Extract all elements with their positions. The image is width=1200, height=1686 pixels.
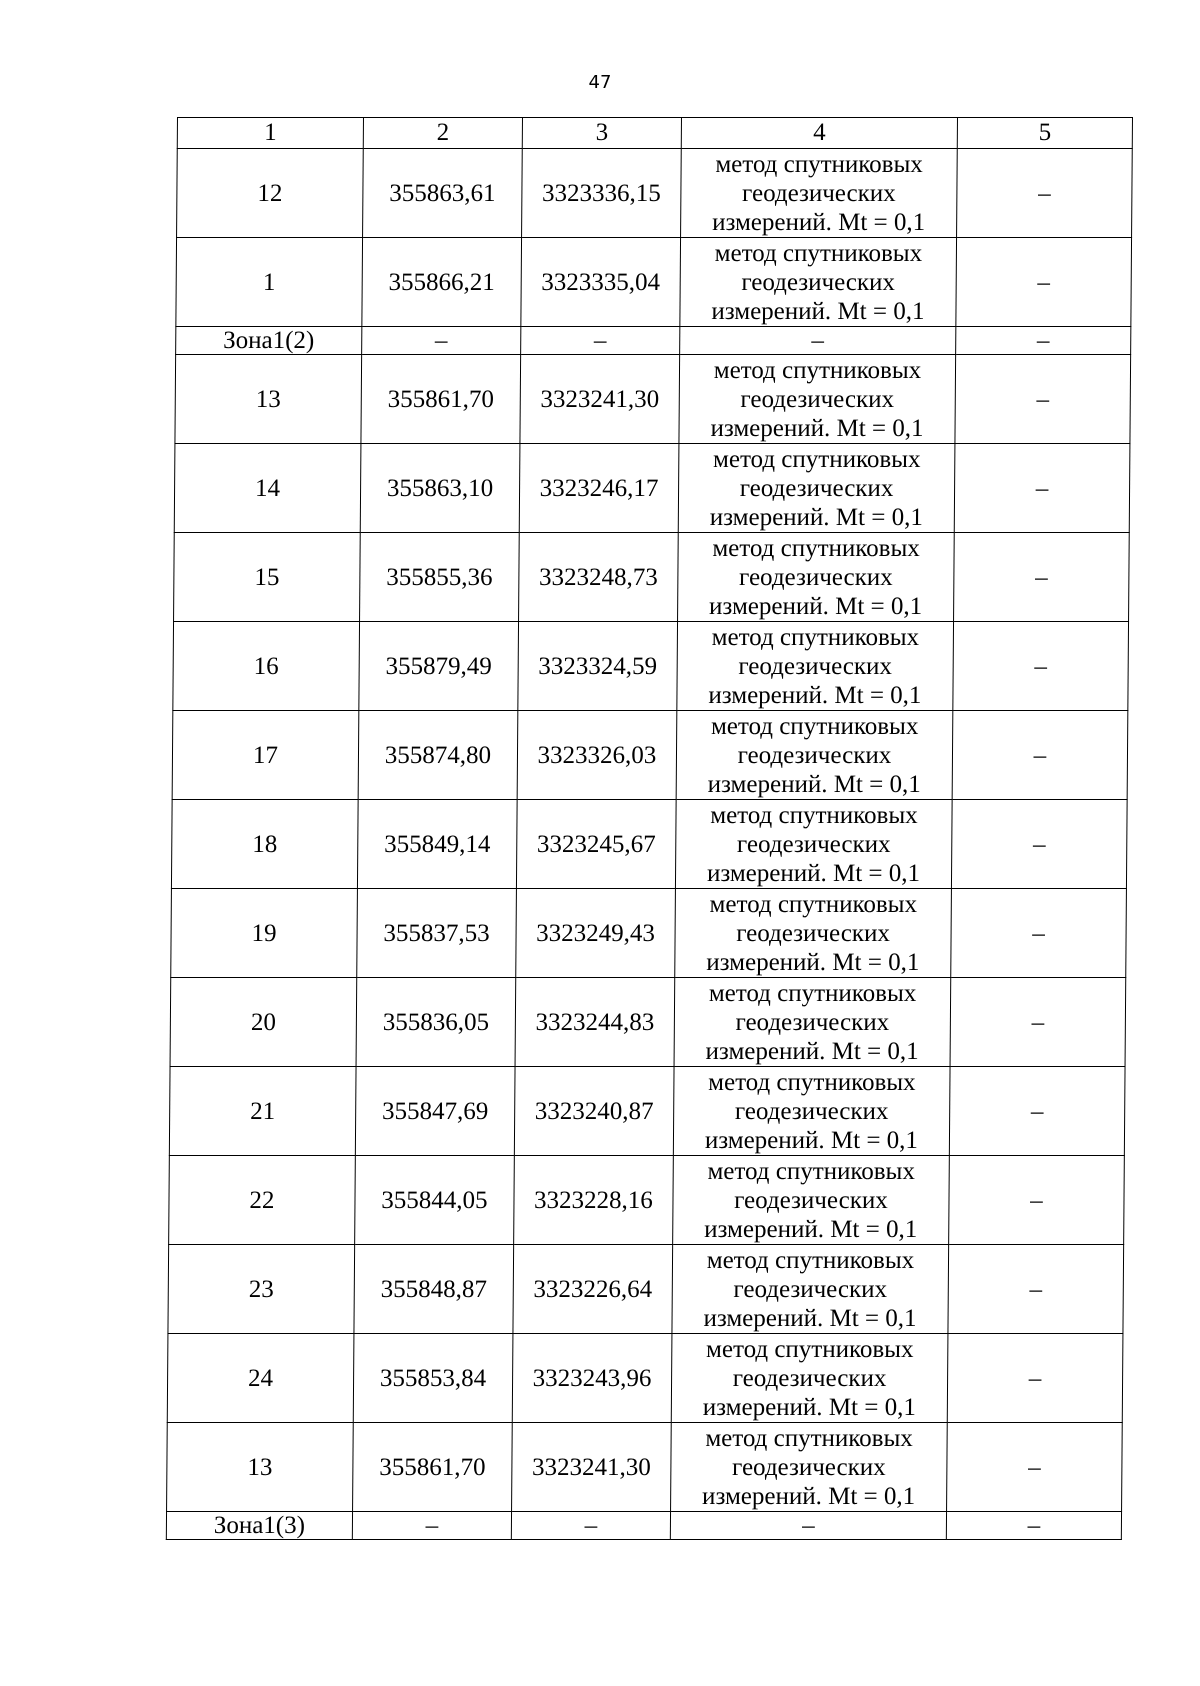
method-line: измерений. Mt = 0,1 xyxy=(704,1126,919,1154)
x-coordinate-cell: 355861,70 xyxy=(353,1423,513,1512)
remark-cell: – xyxy=(956,238,1132,327)
remark-cell: – xyxy=(954,444,1130,533)
method-line: измерений. Mt = 0,1 xyxy=(705,1037,919,1065)
method-line: метод спутниковых xyxy=(714,239,923,267)
y-coordinate-cell: 3323248,73 xyxy=(519,533,679,622)
y-coordinate-cell: 3323228,16 xyxy=(514,1156,674,1245)
remark-cell: – xyxy=(950,978,1126,1067)
table-row xyxy=(177,149,1133,238)
remark-cell: – xyxy=(957,149,1133,238)
x-coordinate-cell: 355874,80 xyxy=(358,711,518,800)
method-line: геодезических xyxy=(735,1008,890,1036)
y-coordinate-cell: 3323336,15 xyxy=(522,149,682,238)
remark-cell: – xyxy=(948,1245,1124,1334)
remark-cell: – xyxy=(947,1423,1123,1512)
remark-cell: – xyxy=(951,889,1127,978)
zone-row xyxy=(166,1512,1121,1540)
method-line: геодезических xyxy=(733,1275,888,1303)
y-coordinate-cell: 3323335,04 xyxy=(521,238,681,327)
y-coordinate-cell: 3323241,30 xyxy=(520,355,680,444)
x-coordinate-cell: 355837,53 xyxy=(357,889,517,978)
method-line: измерений. Mt = 0,1 xyxy=(711,297,925,325)
header-row xyxy=(177,118,1132,149)
x-coordinate-cell: – xyxy=(362,327,521,355)
method-line: измерений. Mt = 0,1 xyxy=(708,681,922,709)
x-coordinate-cell: 355849,14 xyxy=(357,800,517,889)
method-cell xyxy=(675,889,952,978)
method-line: геодезических xyxy=(739,474,894,502)
y-coordinate-cell: 3323324,59 xyxy=(518,622,678,711)
point-number-cell: 21 xyxy=(169,1067,356,1156)
remark-cell: – xyxy=(946,1512,1121,1540)
x-coordinate-cell: 355847,69 xyxy=(355,1067,515,1156)
y-coordinate-cell: 3323226,64 xyxy=(513,1245,673,1334)
page-number: 47 xyxy=(588,72,612,93)
method-line: измерений. Mt = 0,1 xyxy=(707,770,921,798)
point-number-cell: 14 xyxy=(174,444,361,533)
remark-cell: – xyxy=(949,1156,1125,1245)
method-line: геодезических xyxy=(738,652,893,680)
column-header-2: 2 xyxy=(363,118,522,149)
method-line: измерений. Mt = 0,1 xyxy=(704,1215,918,1243)
remark-cell: – xyxy=(947,1334,1123,1423)
y-coordinate-cell: 3323240,87 xyxy=(514,1067,674,1156)
method-line: метод спутниковых xyxy=(711,623,920,651)
method-line: метод спутниковых xyxy=(710,712,919,740)
point-number-cell: 1 xyxy=(176,238,363,327)
method-line: измерений. Mt = 0,1 xyxy=(706,948,920,976)
x-coordinate-cell: 355863,61 xyxy=(363,149,523,238)
point-number-cell: 24 xyxy=(167,1334,354,1423)
method-cell xyxy=(671,1334,948,1423)
method-cell xyxy=(673,1067,950,1156)
method-cell xyxy=(671,1423,948,1512)
table-body xyxy=(166,149,1132,1540)
method-line: метод спутниковых xyxy=(706,1335,914,1363)
point-number-cell: 16 xyxy=(173,622,360,711)
y-coordinate-cell: 3323244,83 xyxy=(515,978,675,1067)
x-coordinate-cell: 355861,70 xyxy=(361,355,521,444)
method-cell xyxy=(678,533,955,622)
method-line: измерений. Mt = 0,1 xyxy=(709,503,923,531)
method-cell xyxy=(681,149,958,238)
x-coordinate-cell: 355848,87 xyxy=(354,1245,514,1334)
method-line: измерений. Mt = 0,1 xyxy=(709,592,923,620)
method-cell xyxy=(679,355,956,444)
method-line: геодезических xyxy=(731,1453,886,1481)
remark-cell: – xyxy=(953,622,1129,711)
point-number-cell: 13 xyxy=(167,1423,354,1512)
table-row xyxy=(171,800,1127,889)
method-line: метод спутниковых xyxy=(709,890,918,918)
point-number-cell: 17 xyxy=(172,711,359,800)
table-row xyxy=(169,1067,1125,1156)
method-line: метод спутниковых xyxy=(708,1068,916,1096)
y-coordinate-cell: 3323243,96 xyxy=(512,1334,672,1423)
method-line: геодезических xyxy=(732,1364,887,1392)
method-cell xyxy=(672,1245,949,1334)
method-line: геодезических xyxy=(736,919,890,947)
point-number-cell: 20 xyxy=(170,978,357,1067)
method-line: измерений. Mt = 0,1 xyxy=(702,1393,917,1421)
method-line: метод спутниковых xyxy=(710,801,918,829)
method-line: метод спутниковых xyxy=(707,1157,916,1185)
method-line: метод спутниковых xyxy=(708,979,917,1007)
x-coordinate-cell: 355863,10 xyxy=(360,444,520,533)
table-row xyxy=(171,889,1127,978)
remark-cell: – xyxy=(949,1067,1125,1156)
point-number-cell: 15 xyxy=(174,533,361,622)
point-number-cell: 22 xyxy=(169,1156,356,1245)
method-cell: – xyxy=(670,1512,946,1540)
remark-cell: – xyxy=(956,327,1131,355)
column-header-5: 5 xyxy=(957,118,1132,149)
method-line: геодезических xyxy=(742,179,896,207)
method-cell xyxy=(680,238,957,327)
x-coordinate-cell: 355836,05 xyxy=(356,978,516,1067)
method-line: геодезических xyxy=(740,385,895,413)
x-coordinate-cell: – xyxy=(352,1512,511,1540)
method-line: метод спутниковых xyxy=(705,1424,913,1452)
method-line: геодезических xyxy=(736,830,891,858)
method-line: метод спутниковых xyxy=(713,356,922,384)
remark-cell: – xyxy=(955,355,1131,444)
remark-cell: – xyxy=(954,533,1130,622)
method-line: геодезических xyxy=(734,1186,888,1214)
table-row xyxy=(173,622,1129,711)
method-cell xyxy=(677,622,954,711)
method-line: метод спутниковых xyxy=(706,1246,915,1274)
y-coordinate-cell: 3323246,17 xyxy=(519,444,679,533)
table-row xyxy=(170,978,1126,1067)
zone-label-cell: Зона1(3) xyxy=(166,1512,352,1540)
method-line: геодезических xyxy=(737,741,892,769)
table-row xyxy=(176,238,1132,327)
method-line: измерений. Mt = 0,1 xyxy=(703,1304,917,1332)
remark-cell: – xyxy=(951,800,1127,889)
table-row xyxy=(169,1156,1125,1245)
method-line: метод спутниковых xyxy=(715,150,923,178)
method-line: измерений. Mt = 0,1 xyxy=(706,859,921,887)
table-row xyxy=(172,711,1128,800)
x-coordinate-cell: 355855,36 xyxy=(360,533,520,622)
x-coordinate-cell: 355866,21 xyxy=(362,238,522,327)
x-coordinate-cell: 355853,84 xyxy=(353,1334,513,1423)
method-cell xyxy=(674,978,951,1067)
table-row xyxy=(174,533,1130,622)
y-coordinate-cell: – xyxy=(511,1512,670,1540)
method-line: измерений. Mt = 0,1 xyxy=(710,414,924,442)
y-coordinate-cell: 3323241,30 xyxy=(512,1423,672,1512)
table-row xyxy=(168,1245,1124,1334)
column-header-4: 4 xyxy=(681,118,957,149)
table-row xyxy=(175,355,1131,444)
method-cell xyxy=(678,444,955,533)
method-line: метод спутниковых xyxy=(713,445,921,473)
x-coordinate-cell: 355879,49 xyxy=(359,622,519,711)
point-number-cell: 13 xyxy=(175,355,362,444)
method-cell xyxy=(673,1156,950,1245)
point-number-cell: 18 xyxy=(171,800,358,889)
y-coordinate-cell: 3323326,03 xyxy=(517,711,677,800)
remark-cell: – xyxy=(952,711,1128,800)
column-header-1: 1 xyxy=(177,118,363,149)
zone-row xyxy=(176,327,1131,355)
table-row xyxy=(174,444,1130,533)
y-coordinate-cell: 3323245,67 xyxy=(516,800,676,889)
point-number-cell: 19 xyxy=(171,889,358,978)
point-number-cell: 12 xyxy=(177,149,364,238)
method-line: метод спутниковых xyxy=(712,534,920,562)
method-line: геодезических xyxy=(738,563,893,591)
coordinates-table xyxy=(166,117,1133,1540)
method-line: геодезических xyxy=(734,1097,889,1125)
table-row xyxy=(167,1334,1123,1423)
method-line: геодезических xyxy=(741,268,896,296)
method-cell xyxy=(676,711,953,800)
y-coordinate-cell: – xyxy=(521,327,680,355)
zone-label-cell: Зона1(2) xyxy=(176,327,362,355)
x-coordinate-cell: 355844,05 xyxy=(355,1156,515,1245)
table-header xyxy=(177,118,1132,149)
column-header-3: 3 xyxy=(522,118,681,149)
table-row xyxy=(167,1423,1123,1512)
y-coordinate-cell: 3323249,43 xyxy=(516,889,676,978)
point-number-cell: 23 xyxy=(168,1245,355,1334)
method-line: измерений. Mt = 0,1 xyxy=(702,1482,916,1510)
method-cell: – xyxy=(680,327,956,355)
method-cell xyxy=(675,800,952,889)
method-line: измерений. Mt = 0,1 xyxy=(712,208,926,236)
